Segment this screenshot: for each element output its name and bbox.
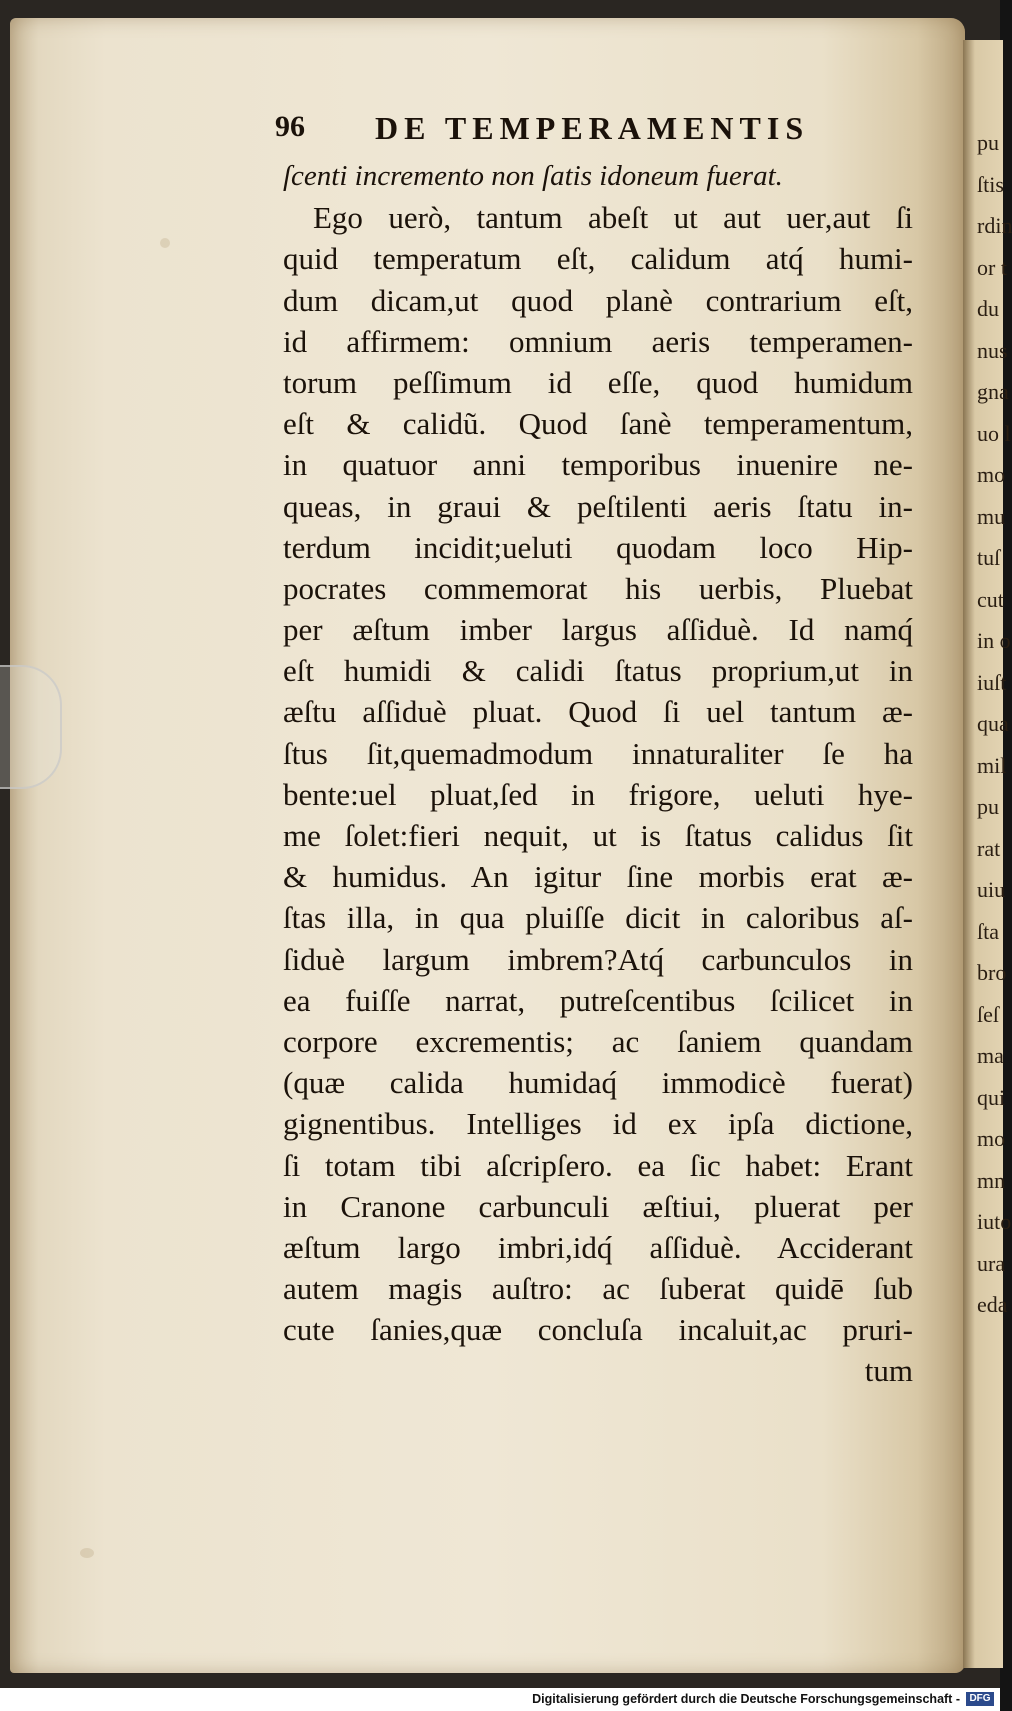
text-line: eſt humidi & calidi ſtatus proprium,ut in [283, 653, 913, 689]
page-number: 96 [275, 110, 305, 143]
facing-page-fragment: qui [977, 1084, 1006, 1110]
text-line: cute ſanies,quæ concluſa incaluit,ac pruri- [283, 1312, 913, 1348]
text-line: (quæ calida humidaq́ immodicè fuerat) [283, 1065, 913, 1101]
digitization-footer [0, 1688, 1000, 1711]
facing-page-fragment: uo l [977, 420, 1011, 446]
text-line: pocrates commemorat his uerbis, Pluebat [283, 570, 913, 606]
facing-page-fragment: bro [977, 960, 1007, 985]
body-text [283, 156, 913, 1392]
text-line: æſtu aſſiduè pluat. Quod ſi uel tantum æ- [283, 694, 913, 730]
text-line: in quatuor anni temporibus inuenire ne- [283, 447, 913, 483]
facing-page-fragment: ſtis [977, 171, 1004, 197]
dfg-logo: DFG [966, 1692, 994, 1706]
facing-page-fragment: mn [977, 1167, 1006, 1193]
facing-page-fragment: ura [977, 1250, 1006, 1276]
text-line: ſtus ſit,quemadmodum innaturaliter ſe ha [283, 735, 913, 771]
page-header [275, 110, 845, 156]
facing-page-fragment: in o [977, 628, 1011, 653]
facing-page-fragment: rat [977, 835, 1001, 861]
facing-page-fragment: mu [977, 503, 1006, 529]
facing-page-fragment: cut [977, 586, 1004, 612]
text-line: ſtas illa, in qua pluiſſe dicit in caloribus aſ- [283, 900, 913, 936]
facing-page-fragment: or t [977, 254, 1007, 280]
book-clasp [0, 665, 62, 789]
text-line: dum dicam,ut quod planè contrarium eſt, [283, 282, 913, 318]
facing-page-fragment: du [977, 296, 999, 321]
text-line: tum [864, 1353, 913, 1389]
facing-page-fragment: ma [977, 1043, 1004, 1068]
text-line: eſt & calidũ. Quod ſanè temperamentum, [283, 406, 913, 442]
text-line: in Cranone carbunculi æſtiui, pluerat per [283, 1188, 913, 1224]
facing-page-fragment: eda [977, 1292, 1008, 1317]
text-line: & humidus. An igitur ſine morbis erat æ- [283, 859, 913, 895]
facing-page-fragment: mo [977, 462, 1006, 487]
text-line: per æſtum imber largus aſſiduè. Id namq́ [283, 612, 913, 648]
text-line: queas, in graui & peſtilenti aeris ſtatu in- [283, 488, 913, 524]
facing-page-fragment: ſta [977, 918, 999, 944]
facing-page-fragment: mo [977, 1126, 1006, 1151]
text-line: bente:uel pluat,ſed in frigore, ueluti hye- [283, 776, 913, 812]
text-line: ea fuiſſe narrat, putreſcentibus ſcilicet in [283, 982, 913, 1018]
text-line: me ſolet:fieri nequit, ut is ſtatus calidus ſit [283, 818, 913, 853]
text-line: torum peſſimum id eſſe, quod humidum [283, 364, 913, 400]
facing-page-fragment: iuſt [977, 669, 1007, 695]
text-line: ſcenti incremento non ſatis idoneum fuerat. [283, 160, 783, 192]
text-line: ſiduè largum imbrem?Atq́ carbunculos in [283, 941, 913, 977]
text-line: ſi totam tibi aſcripſero. ea ſic habet: Erant [283, 1147, 913, 1183]
facing-page-edge [963, 40, 1012, 1668]
facing-page-fragment: qua [977, 711, 1009, 736]
facing-page-fragment: nus [977, 337, 1008, 363]
text-line: Ego uerò, tantum abeſt ut aut uer,aut ſi [313, 200, 913, 236]
facing-page-fragment: pu [977, 130, 999, 155]
facing-page-fragment: mil [977, 752, 1007, 778]
text-line: æſtum largo imbri,idq́ aſſiduè. Acciderant [283, 1229, 913, 1265]
text-line: quid temperatum eſt, calidum atq́ humi- [283, 241, 913, 277]
paper-stain [80, 1548, 94, 1558]
text-line: gignentibus. Intelliges id ex ipſa dictione, [283, 1106, 913, 1142]
text-line: id affirmem: omnium aeris temperamen- [283, 323, 913, 359]
text-line: autem magis auſtro: ac ſuberat quidē ſub [283, 1271, 913, 1307]
paper-stain [160, 238, 170, 248]
footer-credit: Digitalisierung gefördert durch die Deutsche Forschungsgemeinschaft - [532, 1692, 960, 1706]
facing-page-fragment: pu [977, 794, 999, 819]
running-head: DE TEMPERAMENTIS [375, 110, 810, 146]
text-line: corpore excrementis; ac ſaniem quandam [283, 1023, 913, 1059]
facing-page-fragment: tuſ [977, 545, 1001, 570]
facing-page-fragment: ſeſ [977, 1001, 999, 1027]
facing-page-fragment: iuto [977, 1209, 1012, 1234]
facing-page-fragment: rdin [977, 213, 1012, 238]
text-line: terdum incidit;ueluti quodam loco Hip- [283, 529, 913, 565]
facing-page-fragment: gna [977, 379, 1009, 404]
facing-page-fragment: uiu [977, 877, 1006, 902]
